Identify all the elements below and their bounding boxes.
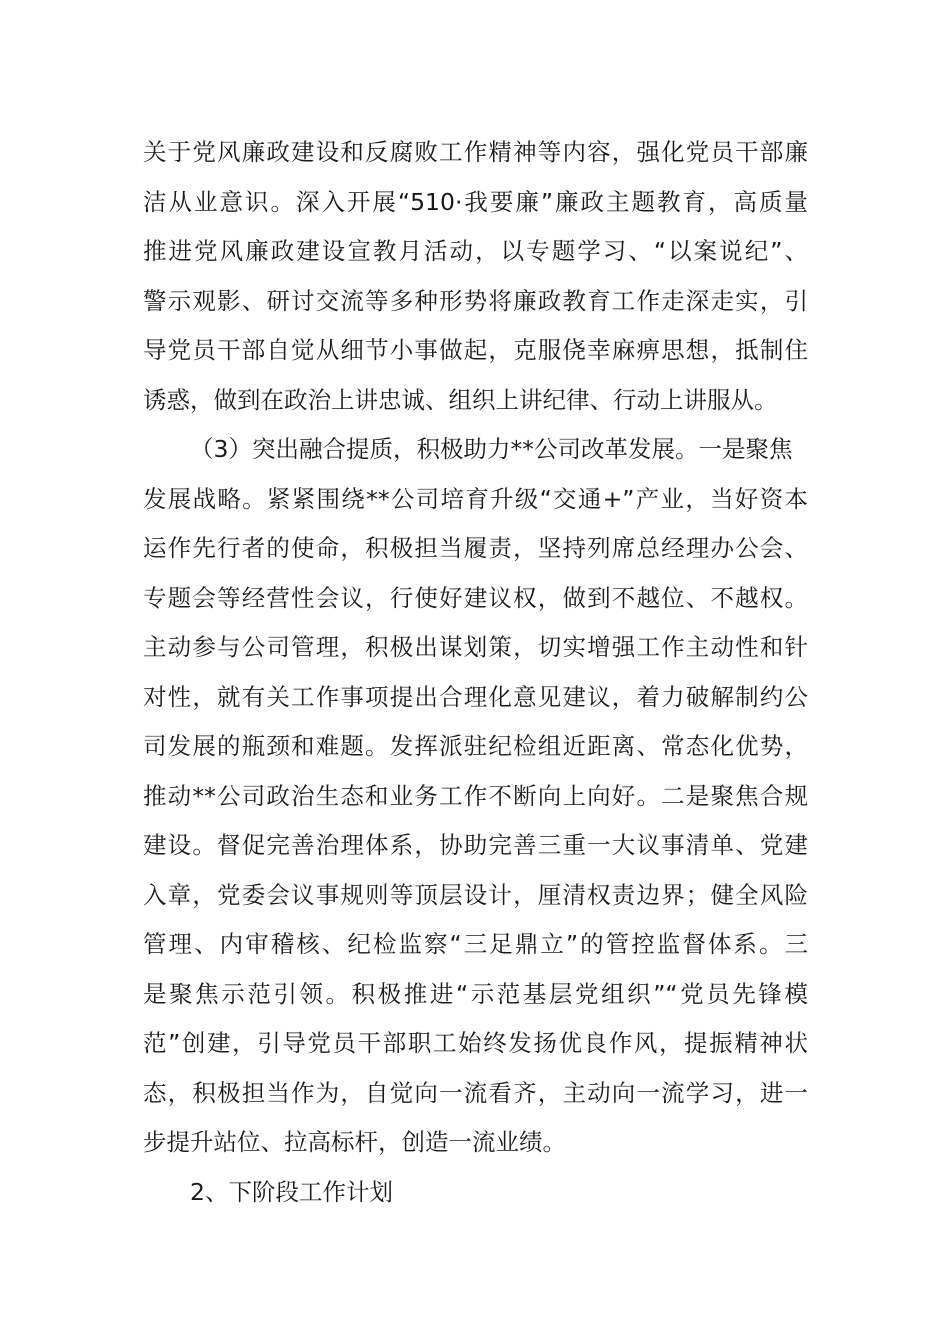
text-line: 步提升站位、拉高标杆，创造一流业绩。 xyxy=(143,1128,566,1156)
text-line: 洁从业意识。深入开展“510·我要廉”廉政主题教育，高质量 xyxy=(143,187,808,216)
text-line: 专题会等经营性会议，行使好建议权，做到不越位、不越权。 xyxy=(143,583,808,612)
document-page xyxy=(143,128,808,1217)
text-line: 导党员干部自觉从细节小事做起，克服侥幸麻痹思想，抵制住 xyxy=(143,336,808,364)
text-line: 推进党风廉政建设宣教月活动，以专题学习、“以案说纪”、 xyxy=(143,237,808,265)
paragraph-reform-development xyxy=(143,425,808,1168)
heading-text: 2、下阶段工作计划 xyxy=(190,1177,393,1206)
text-line: 是聚焦示范引领。积极推进“示范基层党组织”“党员先锋模 xyxy=(143,979,808,1008)
text-line: 建设。督促完善治理体系，协助完善三重一大议事清单、党建 xyxy=(143,831,808,859)
text-line: 入章，党委会议事规则等顶层设计，厘清权责边界；健全风险 xyxy=(143,880,808,909)
text-line: 运作先行者的使命，积极担当履责，坚持列席总经理办公会、 xyxy=(143,534,808,562)
text-line: 范”创建，引导党员干部职工始终发扬优良作风，提振精神状 xyxy=(143,1029,808,1057)
text-line: 警示观影、研讨交流等多种形势将廉政教育工作走深走实，引 xyxy=(143,286,808,315)
text-line: 司发展的瓶颈和难题。发挥派驻纪检组近距离、常态化优势， xyxy=(143,732,808,760)
text-line: 态，积极担当作为，自觉向一流看齐，主动向一流学习，进一 xyxy=(143,1078,808,1107)
text-line: 关于党风廉政建设和反腐败工作精神等内容，强化党员干部廉 xyxy=(143,138,808,166)
text-line: （3）突出融合提质，积极助力**公司改革发展。一是聚焦 xyxy=(190,435,793,463)
paragraph-discipline-education xyxy=(143,128,808,425)
text-line: 管理、内审稽核、纪检监察“三足鼎立”的管控监督体系。三 xyxy=(143,930,808,958)
text-line: 主动参与公司管理，积极出谋划策，切实增强工作主动性和针 xyxy=(143,633,808,661)
section-heading xyxy=(143,1168,808,1218)
text-line: 发展战略。紧紧围绕**公司培育升级“交通+”产业，当好资本 xyxy=(143,484,808,513)
text-line: 对性，就有关工作事项提出合理化意见建议，着力破解制约公 xyxy=(143,682,808,711)
text-line: 推动**公司政治生态和业务工作不断向上向好。二是聚焦合规 xyxy=(143,781,808,810)
text-line: 诱惑，做到在政治上讲忠诚、组织上讲纪律、行动上讲服从。 xyxy=(143,385,778,414)
